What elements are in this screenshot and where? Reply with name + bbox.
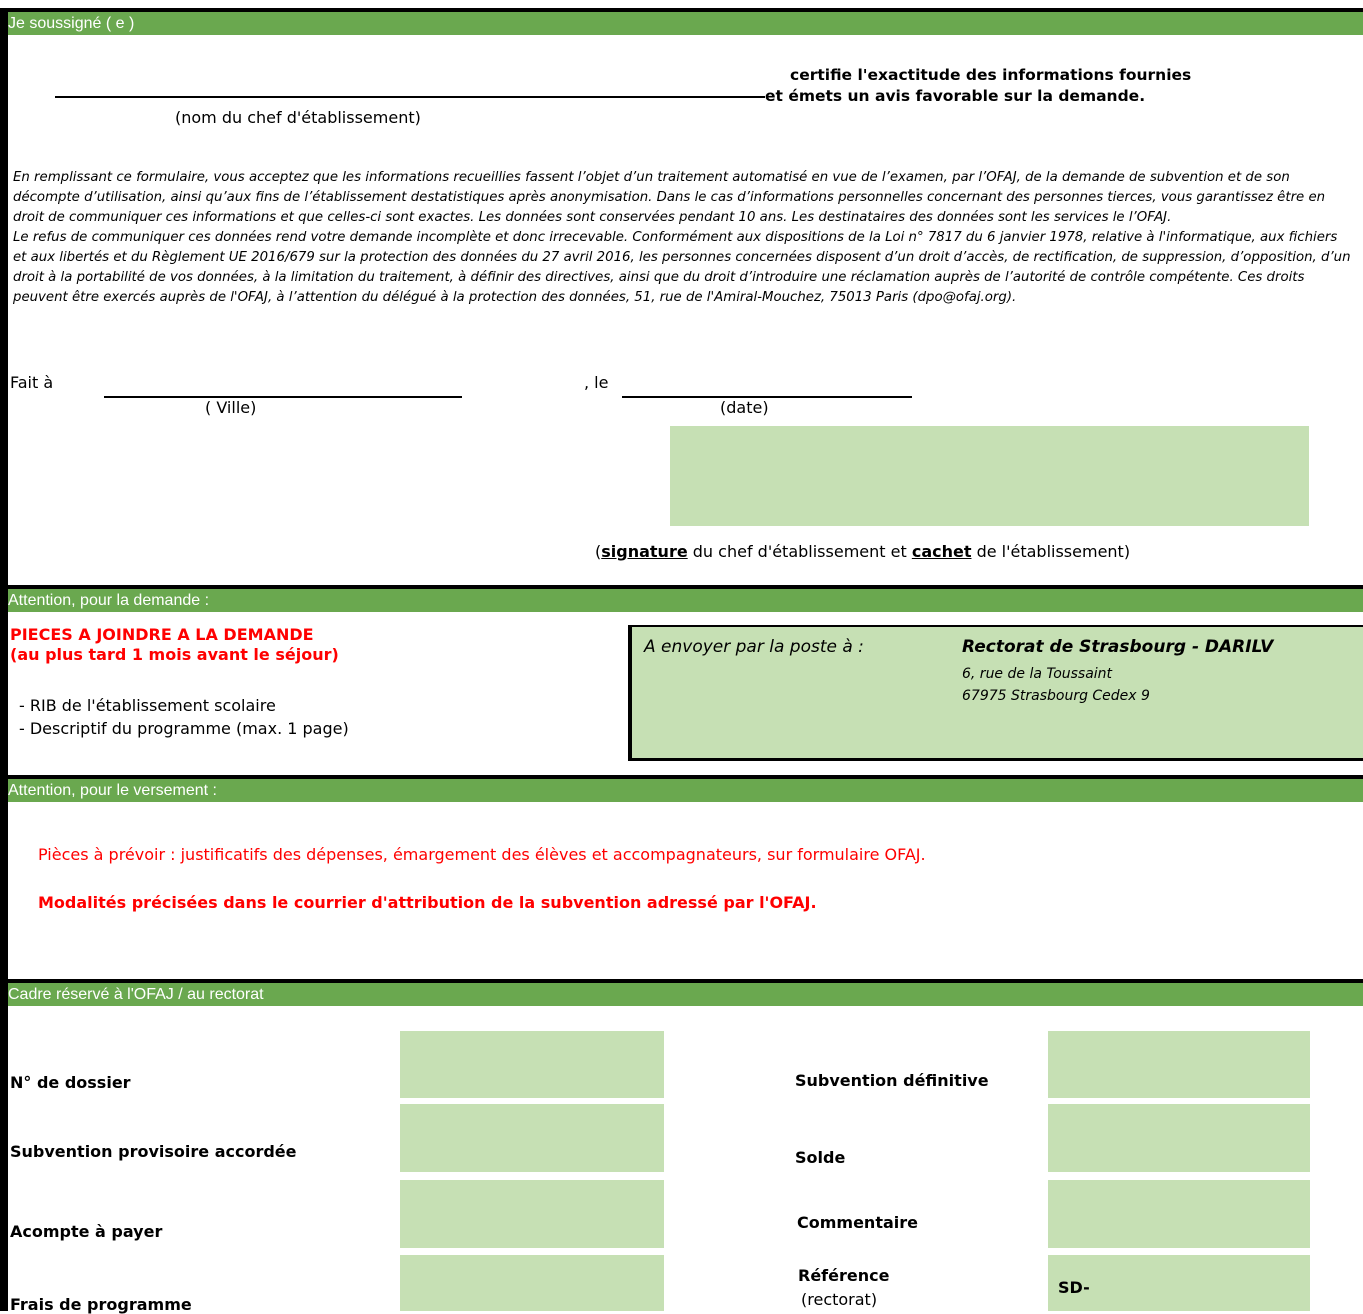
- section-header-versement: Attention, pour le versement :: [8, 775, 1363, 802]
- reference-value: SD-: [1058, 1278, 1090, 1297]
- signature-word: signature: [601, 542, 688, 561]
- certify-line2: et émets un avis favorable sur la demande.: [765, 87, 1146, 105]
- pieces-prevoir: Pièces à prévoir : justificatifs des dépenses, émargement des élèves et accompagnateurs, sur formulaire OFAJ.: [38, 845, 926, 864]
- solde-label: Solde: [795, 1148, 846, 1167]
- frais-label: Frais de programme: [10, 1295, 192, 1314]
- cachet-word: cachet: [911, 542, 972, 561]
- reference-field[interactable]: [1048, 1255, 1310, 1311]
- dossier-label: N° de dossier: [10, 1073, 131, 1092]
- section-header-cadre: Cadre réservé à l'OFAJ / au rectorat: [8, 979, 1363, 1006]
- ville-caption: ( Ville): [205, 398, 257, 417]
- reference-label: Référence: [798, 1266, 890, 1285]
- name-line[interactable]: [55, 96, 765, 98]
- pieces-title-2: (au plus tard 1 mois avant le séjour): [10, 645, 339, 664]
- acompte-label: Acompte à payer: [10, 1222, 163, 1241]
- send-address-box: [628, 625, 1363, 761]
- pieces-title-1: PIECES A JOINDRE A LA DEMANDE: [10, 625, 314, 644]
- date-caption: (date): [720, 398, 769, 417]
- le-label: , le: [584, 373, 609, 392]
- legal-notice: [13, 168, 1353, 308]
- definitive-field[interactable]: [1048, 1031, 1310, 1098]
- commentaire-label: Commentaire: [797, 1213, 918, 1232]
- piece-item-2: - Descriptif du programme (max. 1 page): [19, 719, 349, 738]
- rectorat-label: (rectorat): [801, 1290, 878, 1309]
- solde-field[interactable]: [1048, 1104, 1310, 1172]
- ville-line[interactable]: [104, 396, 462, 398]
- fait-a-label: Fait à: [10, 373, 54, 392]
- signature-caption: (signature du chef d'établissement et cachet de l'établissement): [595, 542, 1131, 561]
- form-left-border: [0, 8, 8, 1311]
- dossier-field[interactable]: [400, 1031, 664, 1098]
- commentaire-field[interactable]: [1048, 1180, 1310, 1248]
- signature-box[interactable]: [670, 426, 1309, 526]
- section-header-soussigne: Je soussigné ( e ): [8, 8, 1363, 35]
- legal-paragraph-2: Le refus de communiquer ces données rend votre demande incomplète et donc irrecevable. Conformément aux dispositions de la Loi n° 7817 du 6 janvier 1978, relative à l'informatique, aux fichiers et aux libertés et du Règlement UE 2016/679 sur la protection des données du 27 avril 2016, les personnes concernées disposent d’un droit d’accès, de rectification, de suppression, d’opposition, d’un droit à la portabilité de vos données, à la limitation du traitement, à définir des directives, ainsi que du droit d’introduire une réclamation auprès de l’autorité de contrôle compétente. Ces droits peuvent être exercés auprès de l'OFAJ, à l’attention du délégué à la protection des données, 51, rue de l'Amiral-Mouchez, 75013 Paris (dpo@ofaj.org).: [13, 230, 1351, 305]
- send-to: Rectorat de Strasbourg - DARILV: [962, 637, 1274, 657]
- provisoire-field[interactable]: [400, 1104, 664, 1172]
- piece-item-1: - RIB de l'établissement scolaire: [19, 696, 276, 715]
- modalites: Modalités précisées dans le courrier d'attribution de la subvention adressé par l'OFAJ.: [38, 893, 817, 912]
- address-line-1: 6, rue de la Toussaint: [962, 666, 1113, 682]
- section-header-demande: Attention, pour la demande :: [8, 585, 1363, 612]
- definitive-label: Subvention définitive: [795, 1071, 989, 1090]
- provisoire-label: Subvention provisoire accordée: [10, 1142, 297, 1161]
- name-caption: (nom du chef d'établissement): [175, 108, 421, 127]
- legal-paragraph-1: En remplissant ce formulaire, vous acceptez que les informations recueillies fassent l’objet d’un traitement automatisé en vue de l’examen, par l’OFAJ, de la demande de subvention et de son décompte d’utilisation, ainsi qu’aux fins de l’établissement destatistiques après anonymisation. Dans le cas d’informations personnelles concernant des personnes tierces, vous garantissez être en droit de communiquer ces informations et que celles-ci sont exactes. Les données sont conservées pendant 10 ans. Les destinataires des données sont les services le l’OFAJ.: [13, 170, 1326, 225]
- address-line-2: 67975 Strasbourg Cedex 9: [962, 688, 1150, 704]
- send-label: A envoyer par la poste à :: [644, 637, 864, 657]
- certify-line1: certifie l'exactitude des informations fournies: [790, 66, 1192, 84]
- acompte-field[interactable]: [400, 1180, 664, 1248]
- frais-field[interactable]: [400, 1255, 664, 1311]
